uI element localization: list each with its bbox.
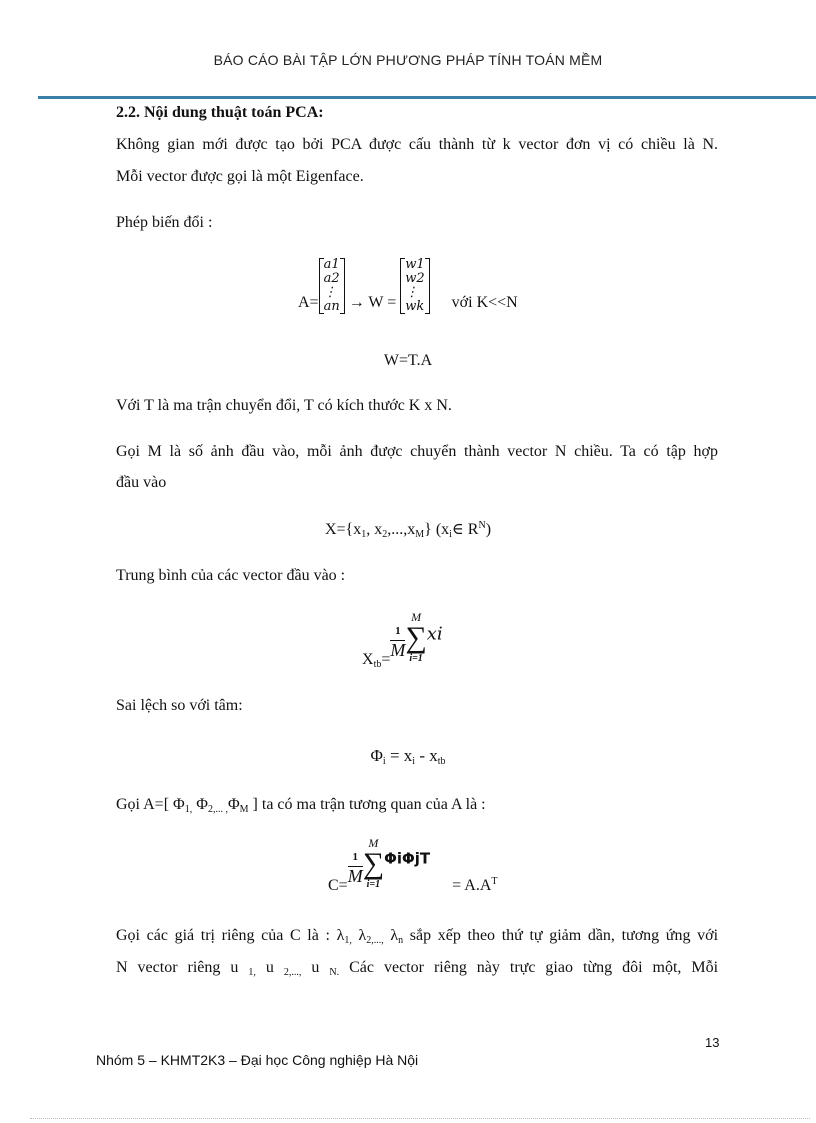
fraction-denominator: M [390, 639, 406, 660]
fraction-numerator: 1 [348, 848, 363, 867]
matrix-entry: ⋮ [323, 285, 337, 300]
formula-text: i [382, 756, 386, 767]
page-number: 13 [705, 1035, 720, 1050]
formula-text: n [398, 935, 404, 946]
formula-text: ,...,x [387, 521, 416, 538]
formula-text: = x [389, 746, 413, 765]
formula-text: M [239, 804, 249, 815]
matrix-entry: w2 [405, 271, 425, 286]
sum-lower: i=1 [409, 653, 423, 664]
formula-text: M [415, 529, 425, 540]
formula-text: } (x [424, 521, 450, 538]
page-header-title: BÁO CÁO BÀI TẬP LỚN PHƯƠNG PHÁP TÍNH TOÁN MỀM [213, 52, 603, 68]
formula-text: tb [437, 756, 446, 767]
formula-text: sắp xếp theo thứ tự giảm dần, tương ứng với [409, 927, 719, 944]
matrix-w [400, 258, 429, 314]
sum-upper: M [411, 610, 422, 624]
paragraph-line: Không gian mới được tạo bởi PCA được cấu thành từ k vector đơn vị có chiều là N. [116, 136, 718, 153]
sigma-symbol: ∑ [362, 847, 385, 880]
header-divider [38, 96, 816, 99]
paragraph-line: Sai lệch so với tâm: [116, 697, 243, 714]
paragraph-line [116, 925, 718, 947]
paragraph-line: Mỗi vector được gọi là một Eigenface. [116, 168, 364, 185]
formula-mean [362, 610, 443, 671]
fraction-denominator: M [347, 865, 363, 886]
footer-divider [30, 1118, 810, 1119]
paragraph-line: Phép biến đổi : [116, 214, 213, 231]
formula-text: Φ [173, 796, 185, 813]
formula-w-eq: W=T.A [383, 352, 433, 369]
formula-text: 1, [248, 967, 256, 978]
section-heading: 2.2. Nội dung thuật toán PCA: [116, 104, 324, 121]
formula-text: T [491, 875, 498, 887]
transform-formula [298, 258, 518, 314]
paragraph-line: Gọi M là số ảnh đầu vào, mỗi ảnh được chuyển thành vector N chiều. Ta có tập hợp [116, 443, 718, 460]
formula-covariance [328, 836, 497, 897]
paragraph-line: Trung bình của các vector đầu vào : [116, 567, 346, 584]
formula-text: N [478, 520, 486, 531]
formula-text: 2,..., [366, 935, 384, 946]
formula-text: X [362, 650, 374, 668]
footer-group: Nhóm 5 – KHMT2K3 – Đại học Công nghiệp Hà Nội [96, 1052, 419, 1068]
formula-text: X={x [324, 521, 362, 538]
formula-text: N vector riêng u [116, 959, 239, 976]
formula-text: Φ [196, 796, 208, 813]
paragraph-line [116, 794, 486, 816]
paragraph-line: đầu vào [116, 474, 167, 491]
formula-text: → W = [348, 294, 397, 311]
formula-text: Gọi các giá trị riêng của C là : [116, 927, 330, 944]
formula-text: i [412, 756, 416, 767]
formula-text: u [265, 959, 274, 976]
formula-text: Φ [227, 796, 240, 813]
fraction [390, 622, 405, 659]
paragraph-line: Với T là ma trận chuyển đổi, T có kích thước K x N. [116, 397, 452, 414]
formula-text: λ [358, 927, 367, 944]
formula-text: = A.A [452, 876, 492, 894]
formula-text: N. [329, 967, 340, 978]
summation [405, 610, 426, 666]
formula-text: tb [373, 658, 382, 670]
formula-text: xi [426, 623, 443, 645]
formula-text: ∈ R [451, 521, 479, 538]
paragraph-line [116, 957, 718, 979]
matrix-a [319, 258, 345, 314]
formula-text: λ [390, 927, 399, 944]
formula-text: 2,... , [207, 804, 228, 815]
formula-text: = [381, 650, 391, 668]
formula-text: C= [328, 876, 348, 894]
formula-text: Φ [370, 746, 383, 765]
sum-lower: i=1 [366, 879, 381, 890]
sigma-symbol: ∑ [405, 621, 427, 654]
formula-text: u [311, 959, 320, 976]
formula-text: với K<<N [451, 294, 518, 311]
formula-text: Các vector riêng này trực giao từng đôi một, Mỗi [349, 959, 719, 976]
formula-text: 1, [344, 935, 352, 946]
formula-text: - x [419, 746, 438, 765]
fraction-numerator: 1 [390, 622, 405, 641]
formula-text: A= [298, 294, 319, 311]
fraction [348, 848, 363, 885]
summation [363, 836, 384, 892]
matrix-entry: a2 [323, 271, 340, 286]
formula-text: ] ta có ma trận tương quan của A là : [252, 796, 486, 813]
matrix-entry: a1 [323, 257, 340, 272]
matrix-entry: w1 [405, 257, 425, 272]
formula-text: 2,..., [283, 967, 302, 978]
matrix-entry: ⋮ [405, 285, 419, 300]
formula-phi [0, 745, 816, 767]
formula-text: 1, [184, 804, 193, 815]
sum-upper: M [368, 836, 379, 850]
formula-x-set: $X=\{x_1$, $x_2,...,x_M$} ($x_i\in$ $R^N$) [324, 520, 492, 540]
formula-text: , x [366, 521, 383, 538]
formula-text: λ [336, 927, 345, 944]
formula-text: Gọi A=[ [116, 796, 170, 813]
formula-text: i [449, 529, 452, 540]
matrix-entry: wk [405, 299, 425, 314]
formula-text: ΦiΦjT [384, 849, 431, 868]
matrix-entry: an [323, 299, 340, 314]
